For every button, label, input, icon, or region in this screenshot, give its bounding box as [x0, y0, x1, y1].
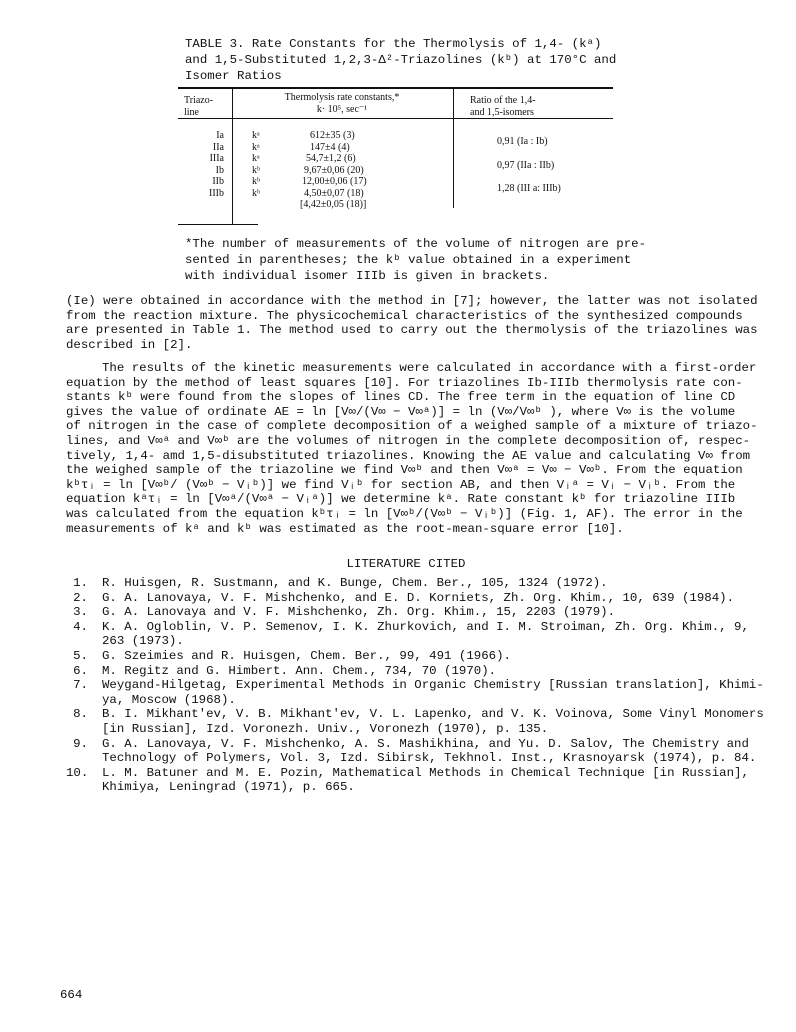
reference-item: 9. G. A. Lanovaya, V. F. Mishchenko, A. S. Mashikhina, and Yu. D. Salov, The Chemistry and Technology of Polymers, Vol. 3, Izd. Sibirsk, Tekhnol. Inst., Krasnoyarsk (1974), p. 84.	[73, 736, 757, 766]
table-cell-value: 147±4 (4)	[310, 141, 350, 153]
body-line: described in [2].	[66, 337, 193, 352]
constant-column	[252, 130, 260, 199]
body-line: equation kᵃτᵢ = ln [V∞ᵃ/(V∞ᵃ − Vᵢᵃ)] we determine kᵃ. Rate constant kᵇ for triazoline IIIb	[66, 492, 736, 507]
reference-item: 4. K. A. Ogloblin, V. P. Semenov, I. K. Zhurkovich, and I. M. Stroiman, Zh. Org. Khim., 9, 263 (1973).	[73, 619, 749, 649]
header-isomer-ratio: Ratio of the 1,4- and 1,5-isomers	[470, 95, 536, 118]
footnote-line: *The number of measurements of the volume of nitrogen are pre-	[185, 237, 647, 251]
table-vertical-divider	[453, 88, 454, 208]
table-cell-value: 4,50±0,07 (18)	[304, 187, 364, 199]
table-vertical-divider	[232, 88, 233, 224]
table-header-rule	[178, 118, 613, 119]
body-line: from the reaction mixture. The physicochemical characteristics of the synthesized compounds	[66, 308, 743, 323]
body-line: The results of the kinetic measurements were calculated in accordance with a first-order	[102, 361, 757, 375]
body-line: are presented in Table 1. The method used to carry out the thermolysis of the triazolines was	[66, 323, 758, 338]
table-footnote	[185, 236, 655, 284]
body-line: gives the value of ordinate AE = ln [V∞/(V∞ − V∞ᵃ)] = ln (V∞/V∞ᵇ ), where V∞ is the volume	[66, 404, 736, 419]
reference-item: 3. G. A. Lanovaya and V. F. Mishchenko, Zh. Org. Khim., 15, 2203 (1979).	[73, 605, 616, 620]
body-line: measurements of kᵃ and kᵇ was estimated as the root-mean-square error [10].	[66, 521, 624, 536]
header-rate-constants: Thermolysis rate constants,* k· 10⁵, sec⁻¹	[284, 92, 400, 115]
body-line: of nitrogen in the case of complete decomposition of a weighed sample of a mixture of triazo-	[66, 419, 758, 434]
table-cell-ratio: 1,28 (III a: IIIb)	[497, 183, 561, 194]
body-line: lines, and V∞ᵃ and V∞ᵇ are the volumes of nitrogen in the complete decomposition of, respec-	[66, 433, 751, 448]
table-cell-constant: kᵇ	[252, 176, 261, 187]
paragraph-kinetics	[66, 361, 758, 536]
table-top-rule	[178, 87, 613, 89]
body-line: equation by the method of least squares [10]. For triazolines Ib-IIIb thermolysis rate con-	[66, 375, 743, 390]
reference-item: 6. M. Regitz and G. Himbert. Ann. Chem., 734, 70 (1970).	[73, 663, 497, 678]
body-line: (Ie) were obtained in accordance with the method in [7]; however, the latter was not isolated	[66, 294, 758, 308]
table-cell-compound: IIIb	[209, 187, 224, 199]
body-line: stants kᵇ were found from the slopes of lines CD. The free term in the equation of line CD	[66, 390, 736, 405]
page-number: 664	[60, 988, 83, 1002]
body-line: the weighed sample of the triazoline we find V∞ᵇ and then V∞ᵃ = V∞ − V∞ᵇ. From the equation	[66, 463, 743, 478]
reference-item: 7. Weygand-Hilgetag, Experimental Methods in Organic Chemistry [Russian translation], Khimi- ya, Moscow (1968).	[73, 678, 764, 707]
compound-column	[184, 130, 224, 199]
table-cell-compound: IIa	[212, 141, 224, 153]
literature-cited-heading: LITERATURE CITED	[346, 557, 466, 571]
footnote-line: with individual isomer IIIb is given in brackets.	[185, 269, 550, 283]
table-cell-compound: IIb	[212, 176, 224, 187]
body-line: kᵇτᵢ = ln [V∞ᵇ/ (V∞ᵇ − Vᵢᵇ)] we find Vᵢᵇ for section AB, and then Vᵢᵃ = Vᵢ − Vᵢᵇ. From the	[66, 477, 736, 492]
table-cell-value: [4,42±0,05 (18)]	[300, 199, 367, 210]
table-cell-value: 9,67±0,06 (20)	[304, 164, 364, 176]
reference-item: 2. G. A. Lanovaya, V. F. Mishchenko, and E. D. Korniets, Zh. Org. Khim., 10, 639 (1984).	[73, 590, 735, 605]
table-cell-value: 612±35 (3)	[310, 130, 355, 141]
value-column	[300, 130, 367, 211]
reference-item: 1. R. Huisgen, R. Sustmann, and K. Bunge, Chem. Ber., 105, 1324 (1972).	[73, 576, 608, 590]
reference-item: 8. B. I. Mikhant'ev, V. B. Mikhant'ev, V. L. Lapenko, and V. K. Voinova, Some Vinyl Monomers [in Russian], Izd. Voronezh. Univ., Voronezh (1970), p. 135.	[73, 707, 764, 736]
table-cell-ratio: 0,97 (IIa : IIb)	[497, 160, 555, 171]
body-line: tively, 1,4- amd 1,5-disubstituted triazolines. Knowing the AE value and calculating V∞ from	[66, 448, 751, 463]
paragraph-methods	[66, 294, 758, 352]
table-cell-value: 12,00±0,06 (17)	[302, 176, 367, 187]
header-triazoline: Triazo- line	[184, 95, 214, 118]
table-caption-line: Isomer Ratios	[185, 69, 282, 83]
table-cell-compound: Ia	[216, 130, 224, 141]
table-cell-ratio: 0,91 (Ia : Ib)	[497, 136, 548, 147]
table-caption-line: TABLE 3. Rate Constants for the Thermolysis of 1,4- (kᵃ)	[185, 37, 602, 51]
reference-list	[66, 576, 764, 795]
table-cell-constant: kᵃ	[252, 141, 260, 153]
table-caption	[185, 36, 625, 84]
table-cell-constant: kᵇ	[252, 187, 261, 199]
reference-item: 5. G. Szeimies and R. Huisgen, Chem. Ber., 99, 491 (1966).	[73, 648, 511, 663]
reference-item: 10. L. M. Batuner and M. E. Pozin, Mathematical Methods in Chemical Technique [in Russian], Khimiya, Leningrad (1971), p. 665.	[66, 765, 749, 795]
footnote-line: sented in parentheses; the kᵇ value obtained in a experiment	[185, 253, 632, 267]
table-cell-constant: kᵃ	[252, 153, 260, 164]
table-cell-compound: IIIa	[209, 153, 224, 164]
table-cell-compound: Ib	[215, 164, 224, 176]
body-line: was calculated from the equation kᵇτᵢ = ln [V∞ᵇ/(V∞ᵇ − Vᵢᵇ)] (Fig. 1, AF). The error in the	[66, 506, 743, 521]
table-cell-constant: kᵃ	[252, 130, 260, 141]
table-bottom-rule	[178, 224, 258, 225]
ratio-column	[497, 136, 561, 195]
table-caption-line: and 1,5-Substituted 1,2,3-Δ²-Triazolines (kᵇ) at 170°C and	[185, 53, 617, 67]
table-cell-value: 54,7±1,2 (6)	[306, 153, 356, 164]
table-cell-constant: kᵇ	[252, 164, 261, 176]
